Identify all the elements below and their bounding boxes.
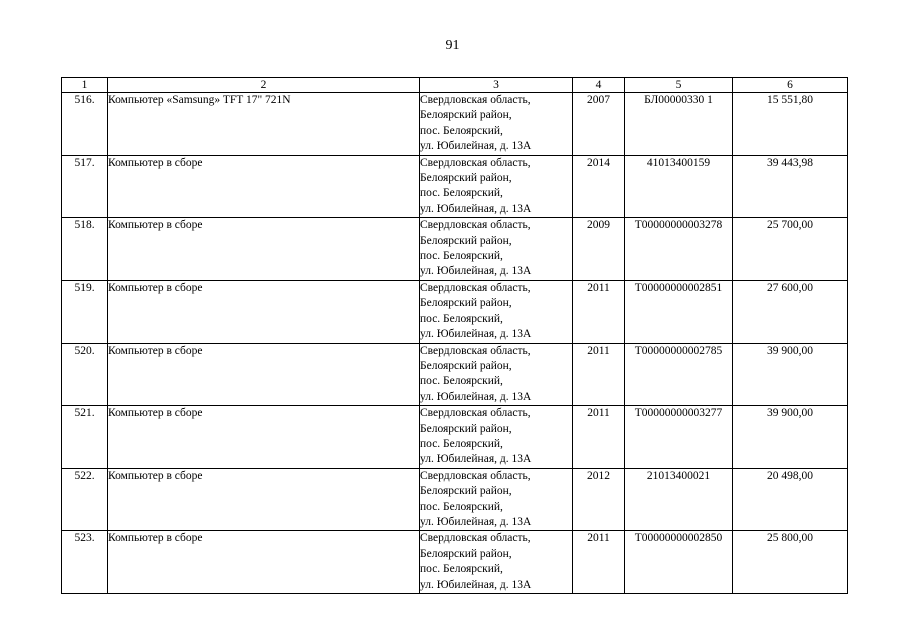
column-header-6: 6 bbox=[733, 78, 848, 93]
cost-cell: 39 900,00 bbox=[733, 406, 848, 469]
address-line: Свердловская область, bbox=[420, 469, 531, 482]
address-line: ул. Юбилейная, д. 13А bbox=[420, 515, 532, 528]
column-header-3: 3 bbox=[420, 78, 573, 93]
row-number-cell: 523. bbox=[62, 531, 108, 594]
table-row bbox=[62, 343, 848, 406]
cost-cell: 20 498,00 bbox=[733, 468, 848, 531]
table-header-row bbox=[62, 78, 848, 93]
address-cell bbox=[420, 406, 573, 469]
year-cell: 2014 bbox=[573, 155, 625, 218]
address-line: Белоярский район, bbox=[420, 485, 512, 498]
address-line: Белоярский район, bbox=[420, 172, 512, 185]
address-line: пос. Белоярский, bbox=[420, 124, 503, 137]
table-row bbox=[62, 468, 848, 531]
row-number-cell: 519. bbox=[62, 280, 108, 343]
address-line: пос. Белоярский, bbox=[420, 250, 503, 263]
inventory-number-cell: БЛ00000330 1 bbox=[625, 93, 733, 156]
address-cell bbox=[420, 93, 573, 156]
table-row bbox=[62, 406, 848, 469]
address-line: Свердловская область, bbox=[420, 532, 531, 545]
inventory-number-cell: 41013400159 bbox=[625, 155, 733, 218]
year-cell: 2011 bbox=[573, 406, 625, 469]
address-line: пос. Белоярский, bbox=[420, 312, 503, 325]
item-name-cell: Компьютер «Samsung» TFT 17" 721N bbox=[108, 93, 420, 156]
address-line: Белоярский район, bbox=[420, 109, 512, 122]
year-cell: 2009 bbox=[573, 218, 625, 281]
address-cell bbox=[420, 468, 573, 531]
address-line: пос. Белоярский, bbox=[420, 437, 503, 450]
row-number-cell: 520. bbox=[62, 343, 108, 406]
column-header-4: 4 bbox=[573, 78, 625, 93]
address-line: Свердловская область, bbox=[420, 281, 531, 294]
address-cell bbox=[420, 218, 573, 281]
item-name-cell: Компьютер в сборе bbox=[108, 280, 420, 343]
inventory-number-cell: Т00000000002850 bbox=[625, 531, 733, 594]
address-cell bbox=[420, 531, 573, 594]
address-line: Свердловская область, bbox=[420, 344, 531, 357]
address-line: Свердловская область, bbox=[420, 156, 531, 169]
property-registry-table bbox=[61, 77, 848, 594]
address-line: ул. Юбилейная, д. 13А bbox=[420, 390, 532, 403]
inventory-number-cell: Т00000000003278 bbox=[625, 218, 733, 281]
item-name-cell: Компьютер в сборе bbox=[108, 218, 420, 281]
address-line: Свердловская область, bbox=[420, 407, 531, 420]
address-cell bbox=[420, 343, 573, 406]
cost-cell: 25 800,00 bbox=[733, 531, 848, 594]
inventory-number-cell: Т00000000003277 bbox=[625, 406, 733, 469]
item-name-cell: Компьютер в сборе bbox=[108, 468, 420, 531]
column-header-2: 2 bbox=[108, 78, 420, 93]
year-cell: 2011 bbox=[573, 343, 625, 406]
row-number-cell: 516. bbox=[62, 93, 108, 156]
address-cell bbox=[420, 280, 573, 343]
page-number: 91 bbox=[445, 38, 460, 53]
address-line: Белоярский район, bbox=[420, 234, 512, 247]
row-number-cell: 522. bbox=[62, 468, 108, 531]
cost-cell: 39 900,00 bbox=[733, 343, 848, 406]
column-header-5: 5 bbox=[625, 78, 733, 93]
inventory-number-cell: Т00000000002851 bbox=[625, 280, 733, 343]
address-line: пос. Белоярский, bbox=[420, 187, 503, 200]
year-cell: 2012 bbox=[573, 468, 625, 531]
cost-cell: 25 700,00 bbox=[733, 218, 848, 281]
address-line: ул. Юбилейная, д. 13А bbox=[420, 453, 532, 466]
item-name-cell: Компьютер в сборе bbox=[108, 531, 420, 594]
address-line: Белоярский район, bbox=[420, 422, 512, 435]
cost-cell: 39 443,98 bbox=[733, 155, 848, 218]
row-number-cell: 518. bbox=[62, 218, 108, 281]
item-name-cell: Компьютер в сборе bbox=[108, 155, 420, 218]
address-line: Белоярский район, bbox=[420, 297, 512, 310]
address-line: Свердловская область, bbox=[420, 94, 531, 106]
address-line: Белоярский район, bbox=[420, 359, 512, 372]
table-row bbox=[62, 155, 848, 218]
row-number-cell: 517. bbox=[62, 155, 108, 218]
year-cell: 2007 bbox=[573, 93, 625, 156]
table-row bbox=[62, 531, 848, 594]
address-line: пос. Белоярский, bbox=[420, 375, 503, 388]
address-line: пос. Белоярский, bbox=[420, 500, 503, 513]
table-row bbox=[62, 93, 848, 156]
address-line: Свердловская область, bbox=[420, 219, 531, 232]
item-name-cell: Компьютер в сборе bbox=[108, 406, 420, 469]
address-line: Белоярский район, bbox=[420, 547, 512, 560]
address-cell bbox=[420, 155, 573, 218]
address-line: ул. Юбилейная, д. 13А bbox=[420, 578, 532, 591]
address-line: пос. Белоярский, bbox=[420, 563, 503, 576]
year-cell: 2011 bbox=[573, 280, 625, 343]
column-header-1: 1 bbox=[62, 78, 108, 93]
row-number-cell: 521. bbox=[62, 406, 108, 469]
item-name-cell: Компьютер в сборе bbox=[108, 343, 420, 406]
address-line: ул. Юбилейная, д. 13А bbox=[420, 140, 532, 153]
address-line: ул. Юбилейная, д. 13А bbox=[420, 265, 532, 278]
inventory-number-cell: Т00000000002785 bbox=[625, 343, 733, 406]
address-line: ул. Юбилейная, д. 13А bbox=[420, 202, 532, 215]
inventory-number-cell: 21013400021 bbox=[625, 468, 733, 531]
table-row bbox=[62, 218, 848, 281]
year-cell: 2011 bbox=[573, 531, 625, 594]
cost-cell: 15 551,80 bbox=[733, 93, 848, 156]
table-row bbox=[62, 280, 848, 343]
address-line: ул. Юбилейная, д. 13А bbox=[420, 328, 532, 341]
cost-cell: 27 600,00 bbox=[733, 280, 848, 343]
